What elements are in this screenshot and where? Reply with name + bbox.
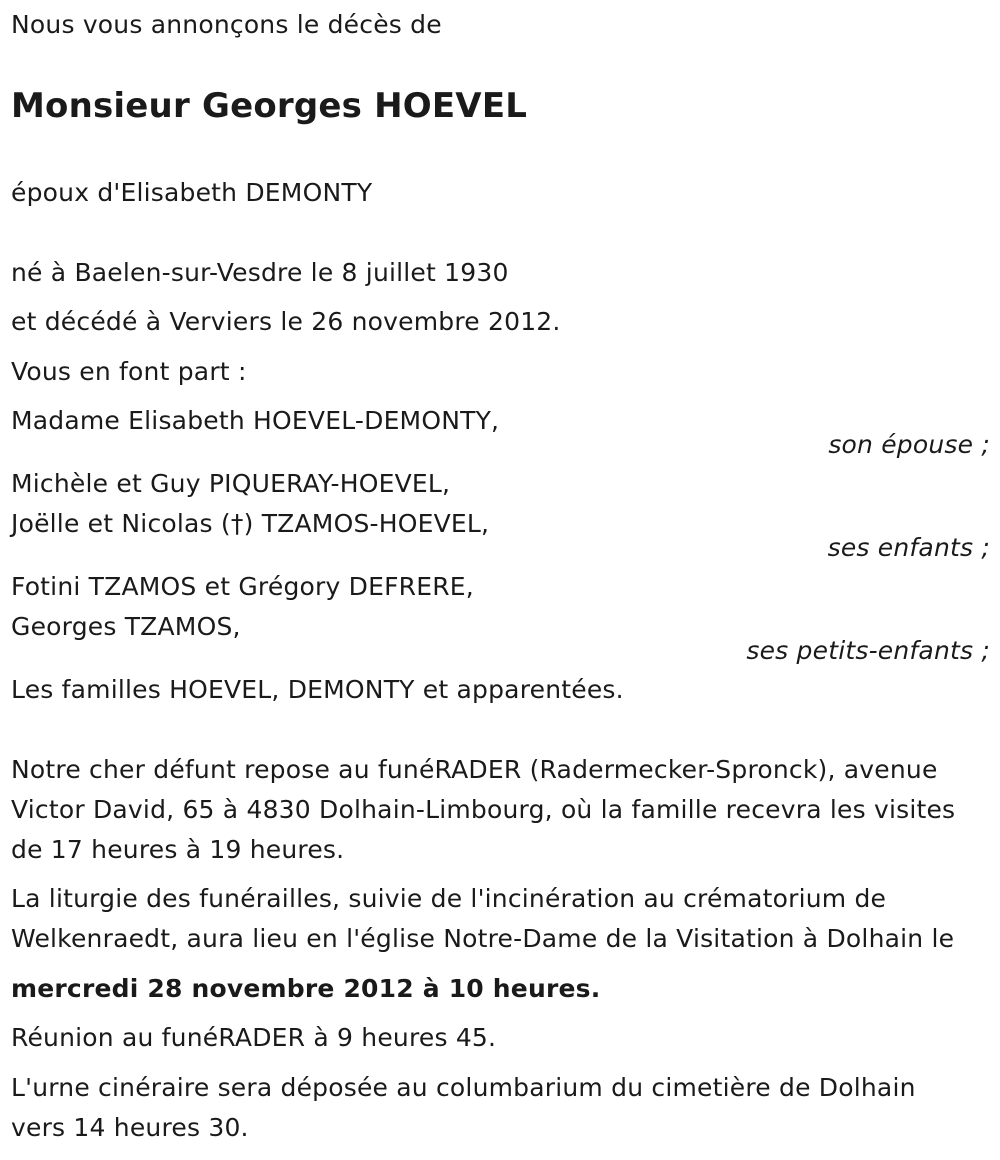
urn-line-1: L'urne cinéraire sera déposée au columbarium du cimetière de Dolhain <box>11 1073 916 1102</box>
liturgy-date-time: mercredi 28 novembre 2012 à 10 heures. <box>11 974 601 1003</box>
death-line: et décédé à Verviers le 26 novembre 2012. <box>11 307 561 336</box>
announce-line: Vous en font part : <box>11 357 247 386</box>
intro-text: Nous vous annonçons le décès de <box>11 10 442 39</box>
child-name-1: Michèle et Guy PIQUERAY-HOEVEL, <box>11 469 451 498</box>
urn-line-2: vers 14 heures 30. <box>11 1113 249 1142</box>
liturgy-line-1: La liturgie des funérailles, suivie de l'incinération au crématorium de <box>11 884 887 913</box>
grandchildren-relation: ses petits-enfants ; <box>746 636 990 665</box>
spouse-name: Madame Elisabeth HOEVEL-DEMONTY, <box>11 406 500 435</box>
children-relation: ses enfants ; <box>827 533 990 562</box>
grandchild-name-1: Fotini TZAMOS et Grégory DEFRERE, <box>11 572 474 601</box>
cross-icon: † <box>230 509 244 538</box>
birth-line: né à Baelen-sur-Vesdre le 8 juillet 1930 <box>11 258 509 287</box>
visitation-line-3: de 17 heures à 19 heures. <box>11 835 345 864</box>
child-name-2-part1: Joëlle et Nicolas ( <box>11 509 231 538</box>
visitation-line-1: Notre cher défunt repose au funéRADER (Radermecker-Spronck), avenue <box>11 755 938 784</box>
visitation-line-2: Victor David, 65 à 4830 Dolhain-Limbourg, où la famille recevra les visites <box>11 795 956 824</box>
spouse-line: époux d'Elisabeth DEMONTY <box>11 178 373 207</box>
liturgy-line-2: Welkenraedt, aura lieu en l'église Notre-Dame de la Visitation à Dolhain le <box>11 924 955 953</box>
child-name-2-part2: ) TZAMOS-HOEVEL, <box>243 509 490 538</box>
meeting-line: Réunion au funéRADER à 9 heures 45. <box>11 1023 497 1052</box>
spouse-relation: son épouse ; <box>828 430 990 459</box>
child-name-2 <box>11 509 489 539</box>
deceased-name: Monsieur Georges HOEVEL <box>11 86 528 126</box>
families-line: Les familles HOEVEL, DEMONTY et apparentées. <box>11 675 624 704</box>
grandchild-name-2: Georges TZAMOS, <box>11 612 241 641</box>
